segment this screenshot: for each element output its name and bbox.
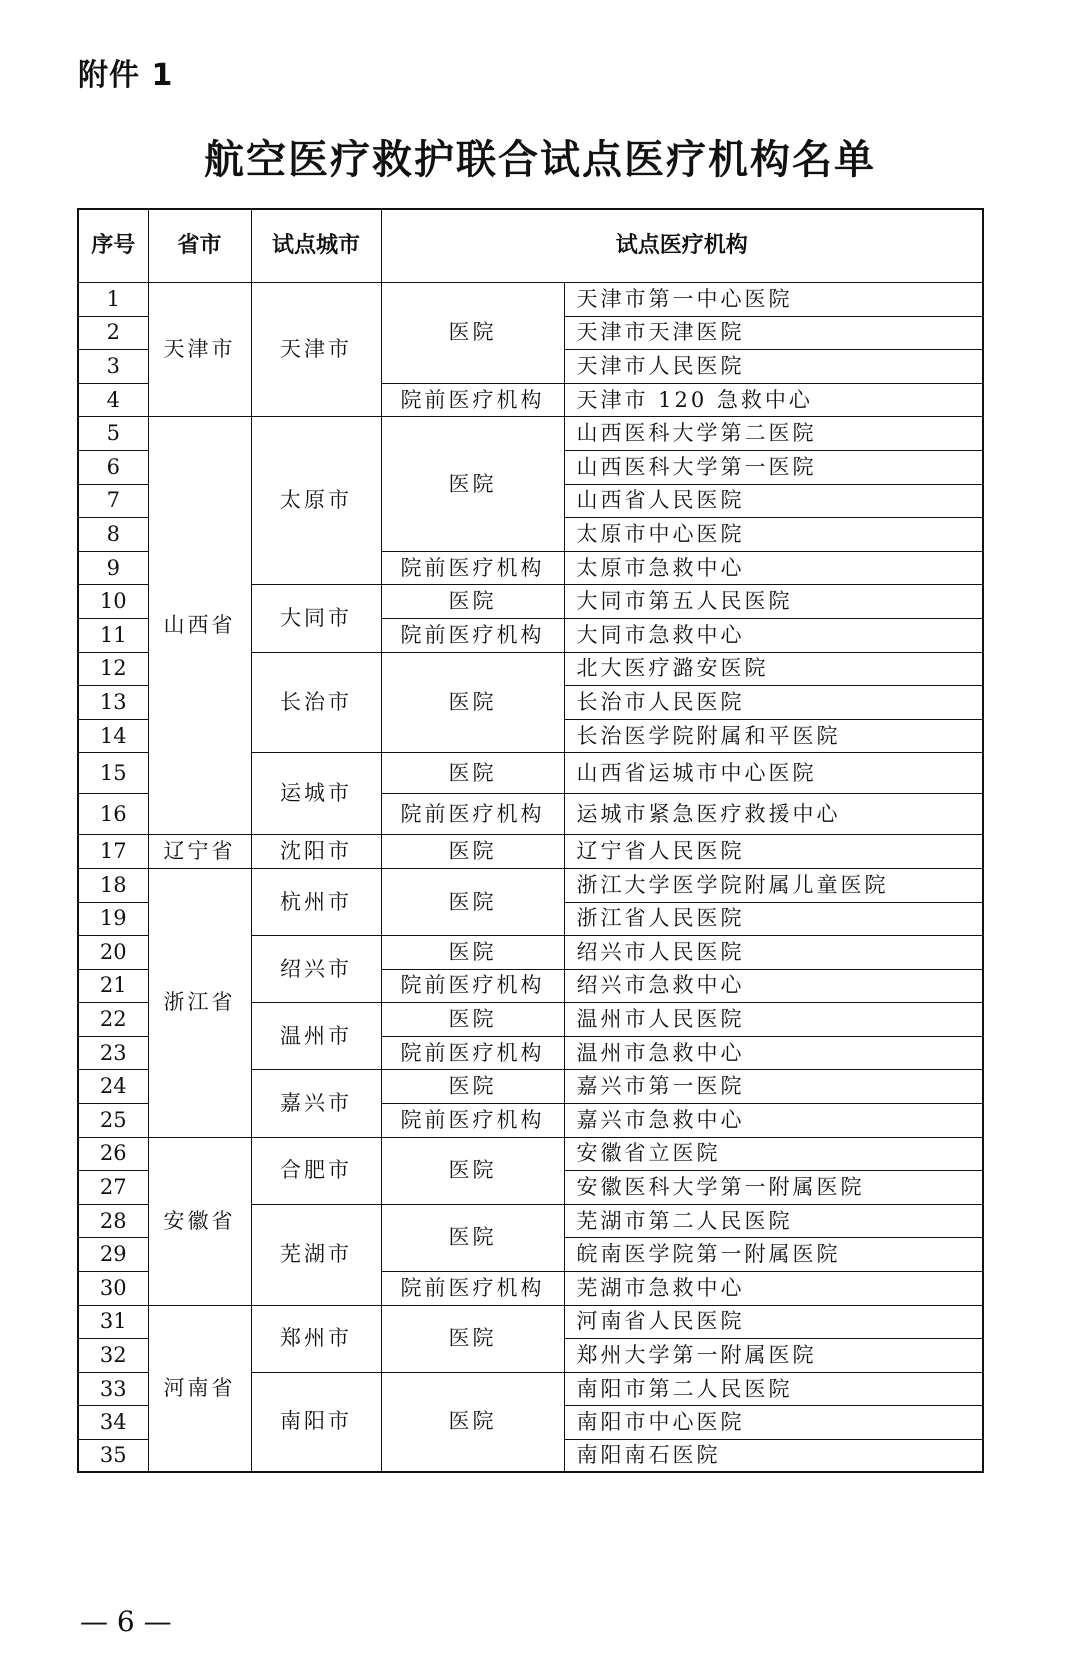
row-number-cell: 21	[78, 969, 148, 1003]
institution-name-cell: 浙江省人民医院	[564, 902, 983, 936]
institution-type-cell: 医院	[381, 283, 564, 384]
institution-name-cell: 长治市人民医院	[564, 686, 983, 720]
city-cell: 嘉兴市	[251, 1070, 381, 1137]
row-number-cell: 33	[78, 1372, 148, 1406]
attachment-label: 附件 1	[78, 58, 174, 93]
institution-name-cell: 温州市人民医院	[564, 1003, 983, 1037]
province-cell: 浙江省	[148, 868, 251, 1137]
row-number-cell: 14	[78, 719, 148, 753]
institution-name-cell: 运城市紧急医疗救援中心	[564, 794, 983, 835]
table-row	[78, 283, 983, 317]
row-number-cell: 13	[78, 686, 148, 720]
document-title: 航空医疗救护联合试点医疗机构名单	[204, 137, 876, 183]
institution-name-cell: 温州市急救中心	[564, 1036, 983, 1070]
institution-name-cell: 山西医科大学第二医院	[564, 417, 983, 451]
institution-name-cell: 南阳市中心医院	[564, 1406, 983, 1440]
table-row	[78, 868, 983, 902]
page-number: — 6 —	[80, 1605, 172, 1638]
institution-type-cell: 院前医疗机构	[381, 969, 564, 1003]
institution-type-cell: 院前医疗机构	[381, 1272, 564, 1306]
institution-type-cell: 院前医疗机构	[381, 618, 564, 652]
institution-name-cell: 太原市中心医院	[564, 518, 983, 552]
city-cell: 杭州市	[251, 868, 381, 935]
province-cell: 辽宁省	[148, 835, 251, 869]
institution-name-cell: 郑州大学第一附属医院	[564, 1339, 983, 1373]
table-row	[78, 1305, 983, 1339]
row-number-cell: 31	[78, 1305, 148, 1339]
institution-name-cell: 河南省人民医院	[564, 1305, 983, 1339]
province-cell: 河南省	[148, 1305, 251, 1471]
column-header-city: 试点城市	[251, 209, 381, 283]
institution-type-cell: 院前医疗机构	[381, 551, 564, 585]
institution-name-cell: 天津市 120 急救中心	[564, 383, 983, 417]
institution-name-cell: 山西省人民医院	[564, 484, 983, 518]
row-number-cell: 24	[78, 1070, 148, 1104]
institution-name-cell: 安徽医科大学第一附属医院	[564, 1171, 983, 1205]
city-cell: 温州市	[251, 1003, 381, 1070]
institution-name-cell: 安徽省立医院	[564, 1137, 983, 1171]
row-number-cell: 17	[78, 835, 148, 869]
row-number-cell: 2	[78, 316, 148, 350]
table-body	[78, 283, 983, 1472]
institution-type-cell: 院前医疗机构	[381, 794, 564, 835]
province-cell: 安徽省	[148, 1137, 251, 1305]
institution-name-cell: 山西省运城市中心医院	[564, 753, 983, 794]
institution-type-cell: 医院	[381, 1305, 564, 1372]
row-number-cell: 9	[78, 551, 148, 585]
row-number-cell: 7	[78, 484, 148, 518]
row-number-cell: 16	[78, 794, 148, 835]
institution-table	[77, 208, 984, 1473]
row-number-cell: 34	[78, 1406, 148, 1440]
row-number-cell: 1	[78, 283, 148, 317]
city-cell: 郑州市	[251, 1305, 381, 1372]
institution-type-cell: 医院	[381, 1372, 564, 1471]
institution-name-cell: 大同市第五人民医院	[564, 585, 983, 619]
institution-name-cell: 芜湖市急救中心	[564, 1272, 983, 1306]
column-header-province: 省市	[148, 209, 251, 283]
institution-type-cell: 医院	[381, 1204, 564, 1271]
institution-type-cell: 医院	[381, 1137, 564, 1204]
row-number-cell: 11	[78, 618, 148, 652]
institution-name-cell: 嘉兴市第一医院	[564, 1070, 983, 1104]
row-number-cell: 25	[78, 1104, 148, 1138]
institution-name-cell: 绍兴市人民医院	[564, 936, 983, 970]
institution-name-cell: 大同市急救中心	[564, 618, 983, 652]
row-number-cell: 3	[78, 350, 148, 384]
institution-name-cell: 山西医科大学第一医院	[564, 450, 983, 484]
province-cell: 山西省	[148, 417, 251, 835]
row-number-cell: 4	[78, 383, 148, 417]
city-cell: 太原市	[251, 417, 381, 585]
city-cell: 绍兴市	[251, 936, 381, 1003]
row-number-cell: 23	[78, 1036, 148, 1070]
city-cell: 天津市	[251, 283, 381, 417]
row-number-cell: 10	[78, 585, 148, 619]
city-cell: 运城市	[251, 753, 381, 835]
column-header-institution: 试点医疗机构	[381, 209, 983, 283]
institution-type-cell: 院前医疗机构	[381, 383, 564, 417]
institution-type-cell: 医院	[381, 417, 564, 551]
institution-type-cell: 院前医疗机构	[381, 1036, 564, 1070]
institution-type-cell: 医院	[381, 936, 564, 970]
city-cell: 沈阳市	[251, 835, 381, 869]
column-header-no: 序号	[78, 209, 148, 283]
row-number-cell: 6	[78, 450, 148, 484]
row-number-cell: 35	[78, 1440, 148, 1472]
institution-name-cell: 南阳市第二人民医院	[564, 1372, 983, 1406]
institution-type-cell: 医院	[381, 652, 564, 753]
institution-name-cell: 天津市天津医院	[564, 316, 983, 350]
row-number-cell: 15	[78, 753, 148, 794]
table-row	[78, 835, 983, 869]
institution-name-cell: 芜湖市第二人民医院	[564, 1204, 983, 1238]
row-number-cell: 20	[78, 936, 148, 970]
row-number-cell: 27	[78, 1171, 148, 1205]
institution-name-cell: 绍兴市急救中心	[564, 969, 983, 1003]
row-number-cell: 18	[78, 868, 148, 902]
city-cell: 芜湖市	[251, 1204, 381, 1305]
institution-name-cell: 南阳南石医院	[564, 1440, 983, 1472]
province-cell: 天津市	[148, 283, 251, 417]
row-number-cell: 8	[78, 518, 148, 552]
table-header-row	[78, 209, 983, 283]
institution-type-cell: 医院	[381, 1070, 564, 1104]
institution-name-cell: 天津市第一中心医院	[564, 283, 983, 317]
row-number-cell: 19	[78, 902, 148, 936]
row-number-cell: 5	[78, 417, 148, 451]
institution-name-cell: 太原市急救中心	[564, 551, 983, 585]
row-number-cell: 22	[78, 1003, 148, 1037]
institution-type-cell: 院前医疗机构	[381, 1104, 564, 1138]
institution-type-cell: 医院	[381, 835, 564, 869]
row-number-cell: 12	[78, 652, 148, 686]
city-cell: 南阳市	[251, 1372, 381, 1471]
institution-name-cell: 长治医学院附属和平医院	[564, 719, 983, 753]
institution-name-cell: 皖南医学院第一附属医院	[564, 1238, 983, 1272]
institution-name-cell: 浙江大学医学院附属儿童医院	[564, 868, 983, 902]
row-number-cell: 26	[78, 1137, 148, 1171]
city-cell: 长治市	[251, 652, 381, 753]
institution-type-cell: 医院	[381, 868, 564, 935]
table-row	[78, 1137, 983, 1171]
institution-name-cell: 辽宁省人民医院	[564, 835, 983, 869]
institution-type-cell: 医院	[381, 585, 564, 619]
row-number-cell: 29	[78, 1238, 148, 1272]
institution-name-cell: 嘉兴市急救中心	[564, 1104, 983, 1138]
city-cell: 大同市	[251, 585, 381, 652]
row-number-cell: 28	[78, 1204, 148, 1238]
institution-name-cell: 天津市人民医院	[564, 350, 983, 384]
row-number-cell: 30	[78, 1272, 148, 1306]
row-number-cell: 32	[78, 1339, 148, 1373]
institution-name-cell: 北大医疗潞安医院	[564, 652, 983, 686]
table-row	[78, 417, 983, 451]
institution-type-cell: 医院	[381, 1003, 564, 1037]
city-cell: 合肥市	[251, 1137, 381, 1204]
institution-type-cell: 医院	[381, 753, 564, 794]
